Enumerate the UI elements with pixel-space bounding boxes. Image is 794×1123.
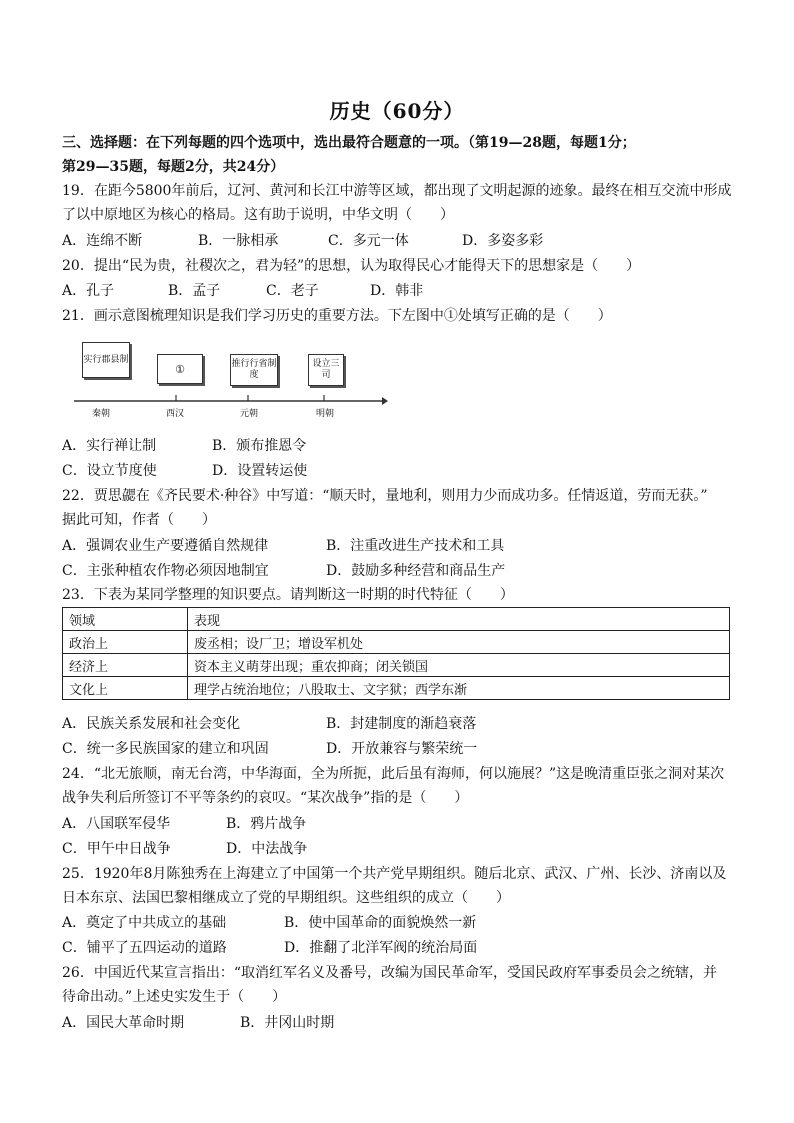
table-row <box>63 677 730 700</box>
question-22-option-a: A．强调农业生产要遵循自然规律 <box>62 538 269 554</box>
table-row <box>63 654 730 677</box>
diagram-label-qin: 秦朝 <box>92 409 111 419</box>
question-24-option-d: D．中法战争 <box>226 841 308 857</box>
section-instruction-line1: 三、选择题：在下列每题的四个选项中，选出最符合题意的一项。（第19—28题，每题1分； <box>62 135 636 151</box>
question-24-option-b: B．鸦片战争 <box>226 816 307 832</box>
table-row <box>63 631 730 654</box>
table-cell: 政治上 <box>63 631 188 654</box>
question-26-stem: 26．中国近代某宣言指出：“取消红军名义及番号，改编为国民革命军，受国民政府军事委员会之统辖，并 <box>62 965 717 981</box>
question-23-option-b: B．封建制度的渐趋衰落 <box>326 716 477 732</box>
question-25-option-a: A．奠定了中共成立的基础 <box>62 915 227 931</box>
question-24-stem-cont: 战争失利后所签订不平等条约的哀叹。“某次战争”指的是（ ） <box>62 790 469 806</box>
question-20-option-c: C．老子 <box>266 283 319 299</box>
table-cell: 理学占统治地位；八股取士、文字狱；西学东渐 <box>188 677 730 700</box>
question-22-stem: 22．贾思勰在《齐民要术·种谷》中写道：“顺天时，量地利，则用力少而成功多。任情返道，劳而无获。” <box>62 488 708 504</box>
table-header-cell: 表现 <box>188 608 730 631</box>
diagram-label-ming: 明朝 <box>316 409 335 419</box>
question-20-option-a: A．孔子 <box>62 283 115 299</box>
question-23-option-d: D．开放兼容与繁荣统一 <box>326 741 478 757</box>
diagram-box-yuan: 推行行省制度 <box>230 354 278 386</box>
question-21-option-b: B．颁布推恩令 <box>212 438 307 454</box>
question-23-option-a: A．民族关系发展和社会变化 <box>62 716 241 732</box>
question-23-stem: 23．下表为某同学整理的知识要点。请判断这一时期的时代特征（ ） <box>62 587 514 603</box>
diagram-label-yuan: 元朝 <box>240 409 259 419</box>
question-21-option-a: A．实行禅让制 <box>62 438 157 454</box>
table-cell: 资本主义萌芽出现；重农抑商；闭关锁国 <box>188 654 730 677</box>
table-header-row <box>63 608 730 631</box>
question-24-option-a: A．八国联军侵华 <box>62 816 171 832</box>
question-21-option-d: D．设置转运使 <box>212 463 308 479</box>
table-header-cell: 领域 <box>63 608 188 631</box>
question-25-option-c: C．铺平了五四运动的道路 <box>62 940 227 956</box>
question-19-stem: 19．在距今5800年前后，辽河、黄河和长江中游等区域，都出现了文明起源的迹象。最终在相互交流中形成 <box>62 183 732 199</box>
question-22-option-d: D．鼓励多种经营和商品生产 <box>326 563 506 579</box>
question-22-stem-cont: 据此可知，作者（ ） <box>62 512 216 528</box>
table-cell: 废丞相；设厂卫；增设军机处 <box>188 631 730 654</box>
diagram-box-qin: 实行郡县制 <box>82 342 130 378</box>
question-24-stem: 24．“北无旅顺，南无台湾，中华海面，全为所扼，此后虽有海师，何以施展？”这是晚清重臣张之洞对某次 <box>62 766 725 782</box>
question-19-option-d: D．多姿多彩 <box>462 233 544 249</box>
question-25-option-d: D．推翻了北洋军阀的统治局面 <box>284 940 478 956</box>
question-19-option-a: A．连绵不断 <box>62 233 143 249</box>
diagram-box-blank: ① <box>157 354 203 384</box>
table-cell: 文化上 <box>63 677 188 700</box>
knowledge-table <box>62 607 730 700</box>
question-24-option-c: C．甲午中日战争 <box>62 841 171 857</box>
question-19-option-c: C．多元一体 <box>328 233 409 249</box>
question-19-option-b: B．一脉相承 <box>198 233 279 249</box>
question-21-option-c: C．设立节度使 <box>62 463 157 479</box>
question-20-option-b: B．孟子 <box>168 283 221 299</box>
question-23-option-c: C．统一多民族国家的建立和巩固 <box>62 741 269 757</box>
question-25-stem-cont: 日本东京、法国巴黎相继成立了党的早期组织。这些组织的成立（ ） <box>62 890 510 906</box>
question-26-stem-cont: 待命出动。”上述史实发生于（ ） <box>62 989 287 1005</box>
diagram-label-xihan: 西汉 <box>166 409 185 419</box>
question-26-option-a: A．国民大革命时期 <box>62 1015 185 1031</box>
question-25-option-b: B．使中国革命的面貌焕然一新 <box>284 915 477 931</box>
timeline-arrow <box>382 397 388 405</box>
question-22-option-c: C．主张种植农作物必须因地制宜 <box>62 563 269 579</box>
question-20-stem: 20．提出“民为贵，社稷次之，君为轻”的思想，认为取得民心才能得天下的思想家是（ ） <box>62 258 641 274</box>
section-instruction-line2: 第29—35题，每题2分，共24分） <box>62 159 285 175</box>
question-19-stem-cont: 了以中原地区为核心的格局。这有助于说明，中华文明（ ） <box>62 207 454 223</box>
diagram-box-ming: 设立三司 <box>308 354 344 386</box>
question-26-option-b: B．井冈山时期 <box>240 1015 335 1031</box>
question-22-option-b: B．注重改进生产技术和工具 <box>326 538 505 554</box>
table-cell: 经济上 <box>63 654 188 677</box>
question-25-stem: 25．1920年8月陈独秀在上海建立了中国第一个共产党早期组织。随后北京、武汉、广州、长沙、济南以及 <box>62 866 727 882</box>
question-20-option-d: D．韩非 <box>370 283 424 299</box>
question-21-stem: 21．画示意图梳理知识是我们学习历史的重要方法。下左图中①处填写正确的是（ ） <box>62 308 612 324</box>
page-title: 历史（60分） <box>329 99 465 123</box>
